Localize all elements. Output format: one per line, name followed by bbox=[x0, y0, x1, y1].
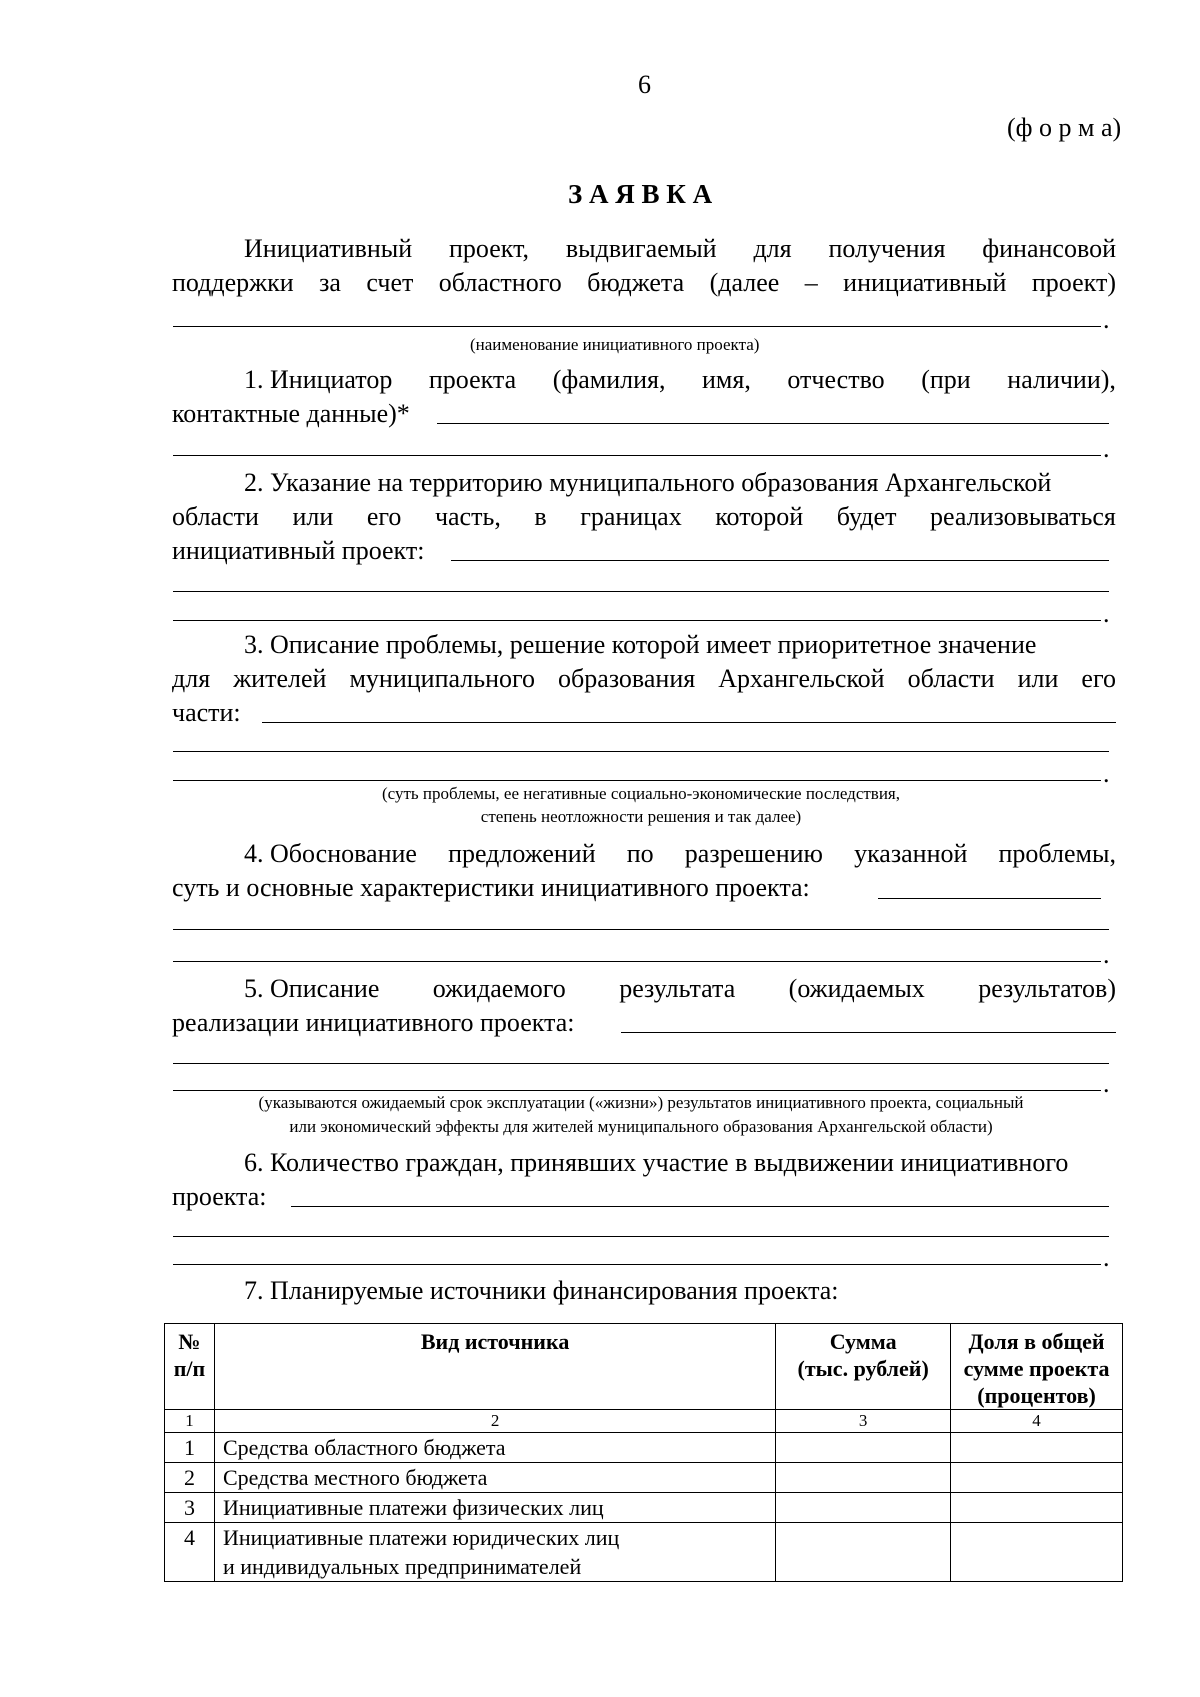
territory-field-1[interactable] bbox=[451, 560, 1109, 561]
row-number: 2 bbox=[165, 1463, 215, 1493]
field-period: . bbox=[1103, 599, 1110, 628]
justification-field-2[interactable] bbox=[173, 929, 1109, 930]
section3-line-1: 3. Описание проблемы, решение которой имеет приоритетное значение bbox=[244, 630, 1037, 659]
initiator-field-1[interactable] bbox=[437, 423, 1109, 424]
column-number: 4 bbox=[951, 1410, 1123, 1433]
row-source-line-1: Инициативные платежи юридических лиц bbox=[222, 1525, 620, 1550]
row-share-cell[interactable] bbox=[951, 1463, 1123, 1493]
problem-caption-2: степень неотложности решения и так далее) bbox=[480, 807, 802, 826]
row-share-cell[interactable] bbox=[951, 1493, 1123, 1523]
section5-line-1: 5. Описание ожидаемого результата (ожидаемых результатов) bbox=[244, 974, 1116, 1003]
header-source-type: Вид источника bbox=[214, 1324, 775, 1410]
section5-line-2: реализации инициативного проекта: bbox=[172, 1008, 575, 1037]
section7-title: 7. Планируемые источники финансирования проекта: bbox=[244, 1276, 839, 1305]
header-number: № п/п bbox=[165, 1324, 215, 1410]
section2-line-2: области или его часть, в границах которой будет реализовываться bbox=[172, 502, 1116, 531]
row-source: Средства местного бюджета bbox=[214, 1463, 775, 1493]
field-period: . bbox=[1103, 1243, 1110, 1272]
result-field-2[interactable] bbox=[173, 1063, 1109, 1064]
citizens-count-field-2[interactable] bbox=[173, 1236, 1109, 1237]
row-number: 3 bbox=[165, 1493, 215, 1523]
intro-line-1: Инициативный проект, выдвигаемый для получения финансовой bbox=[244, 234, 1116, 263]
page-number: 6 bbox=[638, 70, 651, 99]
row-share-cell[interactable] bbox=[951, 1433, 1123, 1463]
project-name-caption: (наименование инициативного проекта) bbox=[470, 335, 760, 354]
column-number: 3 bbox=[776, 1410, 951, 1433]
table-row bbox=[165, 1523, 1123, 1582]
header-share: Доля в общей сумме проекта (процентов) bbox=[951, 1324, 1123, 1410]
initiator-field-2[interactable] bbox=[173, 455, 1101, 456]
citizens-count-field-3[interactable] bbox=[173, 1264, 1101, 1265]
section2-line-3: инициативный проект: bbox=[172, 536, 425, 565]
section4-line-2: суть и основные характеристики инициативного проекта: bbox=[172, 873, 810, 902]
field-period: . bbox=[1103, 940, 1110, 969]
row-source: Инициативные платежи физических лиц bbox=[214, 1493, 775, 1523]
header-sum: Сумма (тыс. рублей) bbox=[776, 1324, 951, 1410]
row-sum-cell[interactable] bbox=[776, 1463, 951, 1493]
document-title: З А Я В К А bbox=[568, 179, 713, 209]
citizens-count-field-1[interactable] bbox=[291, 1206, 1109, 1207]
field-period: . bbox=[1103, 1069, 1110, 1098]
row-sum-cell[interactable] bbox=[776, 1523, 951, 1582]
section1-line-1: 1. Инициатор проекта (фамилия, имя, отчество (при наличии), bbox=[244, 365, 1116, 394]
section3-line-2: для жителей муниципального образования Архангельской области или его bbox=[172, 664, 1116, 693]
problem-field-1[interactable] bbox=[262, 722, 1116, 723]
section4-line-1: 4. Обоснование предложений по разрешению указанной проблемы, bbox=[244, 839, 1116, 868]
problem-field-2[interactable] bbox=[173, 751, 1109, 752]
territory-field-3[interactable] bbox=[173, 620, 1101, 621]
justification-field-1[interactable] bbox=[878, 898, 1101, 899]
problem-field-3[interactable] bbox=[173, 780, 1101, 781]
financing-sources-table bbox=[164, 1323, 1123, 1582]
table-row bbox=[165, 1463, 1123, 1493]
result-caption-2: или экономический эффекты для жителей муниципального образования Архангельской области) bbox=[289, 1117, 993, 1136]
result-caption-1: (указываются ожидаемый срок эксплуатации («жизни») результатов инициативного проекта, социальный bbox=[258, 1093, 1024, 1112]
field-period: . bbox=[1103, 759, 1110, 788]
problem-caption-1: (суть проблемы, ее негативные социально-экономические последствия, bbox=[381, 784, 901, 803]
section2-line-1: 2. Указание на территорию муниципального образования Архангельской bbox=[244, 468, 1052, 497]
row-number: 4 bbox=[165, 1523, 215, 1582]
column-number: 1 bbox=[165, 1410, 215, 1433]
project-name-field[interactable] bbox=[173, 326, 1101, 327]
result-field-1[interactable] bbox=[621, 1032, 1116, 1033]
section6-line-1: 6. Количество граждан, принявших участие в выдвижении инициативного bbox=[244, 1148, 1069, 1177]
territory-field-2[interactable] bbox=[173, 591, 1109, 592]
row-source-line-2: и индивидуальных предпринимателей bbox=[222, 1554, 582, 1579]
row-sum-cell[interactable] bbox=[776, 1433, 951, 1463]
row-number: 1 bbox=[165, 1433, 215, 1463]
section3-line-3: части: bbox=[172, 698, 241, 727]
justification-field-3[interactable] bbox=[173, 961, 1101, 962]
row-sum-cell[interactable] bbox=[776, 1493, 951, 1523]
intro-line-2: поддержки за счет областного бюджета (далее – инициативный проект) bbox=[172, 268, 1116, 297]
column-number: 2 bbox=[214, 1410, 775, 1433]
column-number-row bbox=[165, 1410, 1123, 1433]
section6-line-2: проекта: bbox=[172, 1182, 267, 1211]
field-period: . bbox=[1103, 305, 1110, 334]
result-field-3[interactable] bbox=[173, 1090, 1101, 1091]
field-period: . bbox=[1103, 434, 1110, 463]
row-share-cell[interactable] bbox=[951, 1523, 1123, 1582]
row-source: Средства областного бюджета bbox=[214, 1433, 775, 1463]
row-source bbox=[214, 1523, 775, 1582]
table-row bbox=[165, 1493, 1123, 1523]
table-row bbox=[165, 1433, 1123, 1463]
table-header-row bbox=[165, 1324, 1123, 1410]
section1-line-2: контактные данные)* bbox=[172, 399, 410, 428]
form-label: (ф о р м а) bbox=[1007, 113, 1122, 142]
